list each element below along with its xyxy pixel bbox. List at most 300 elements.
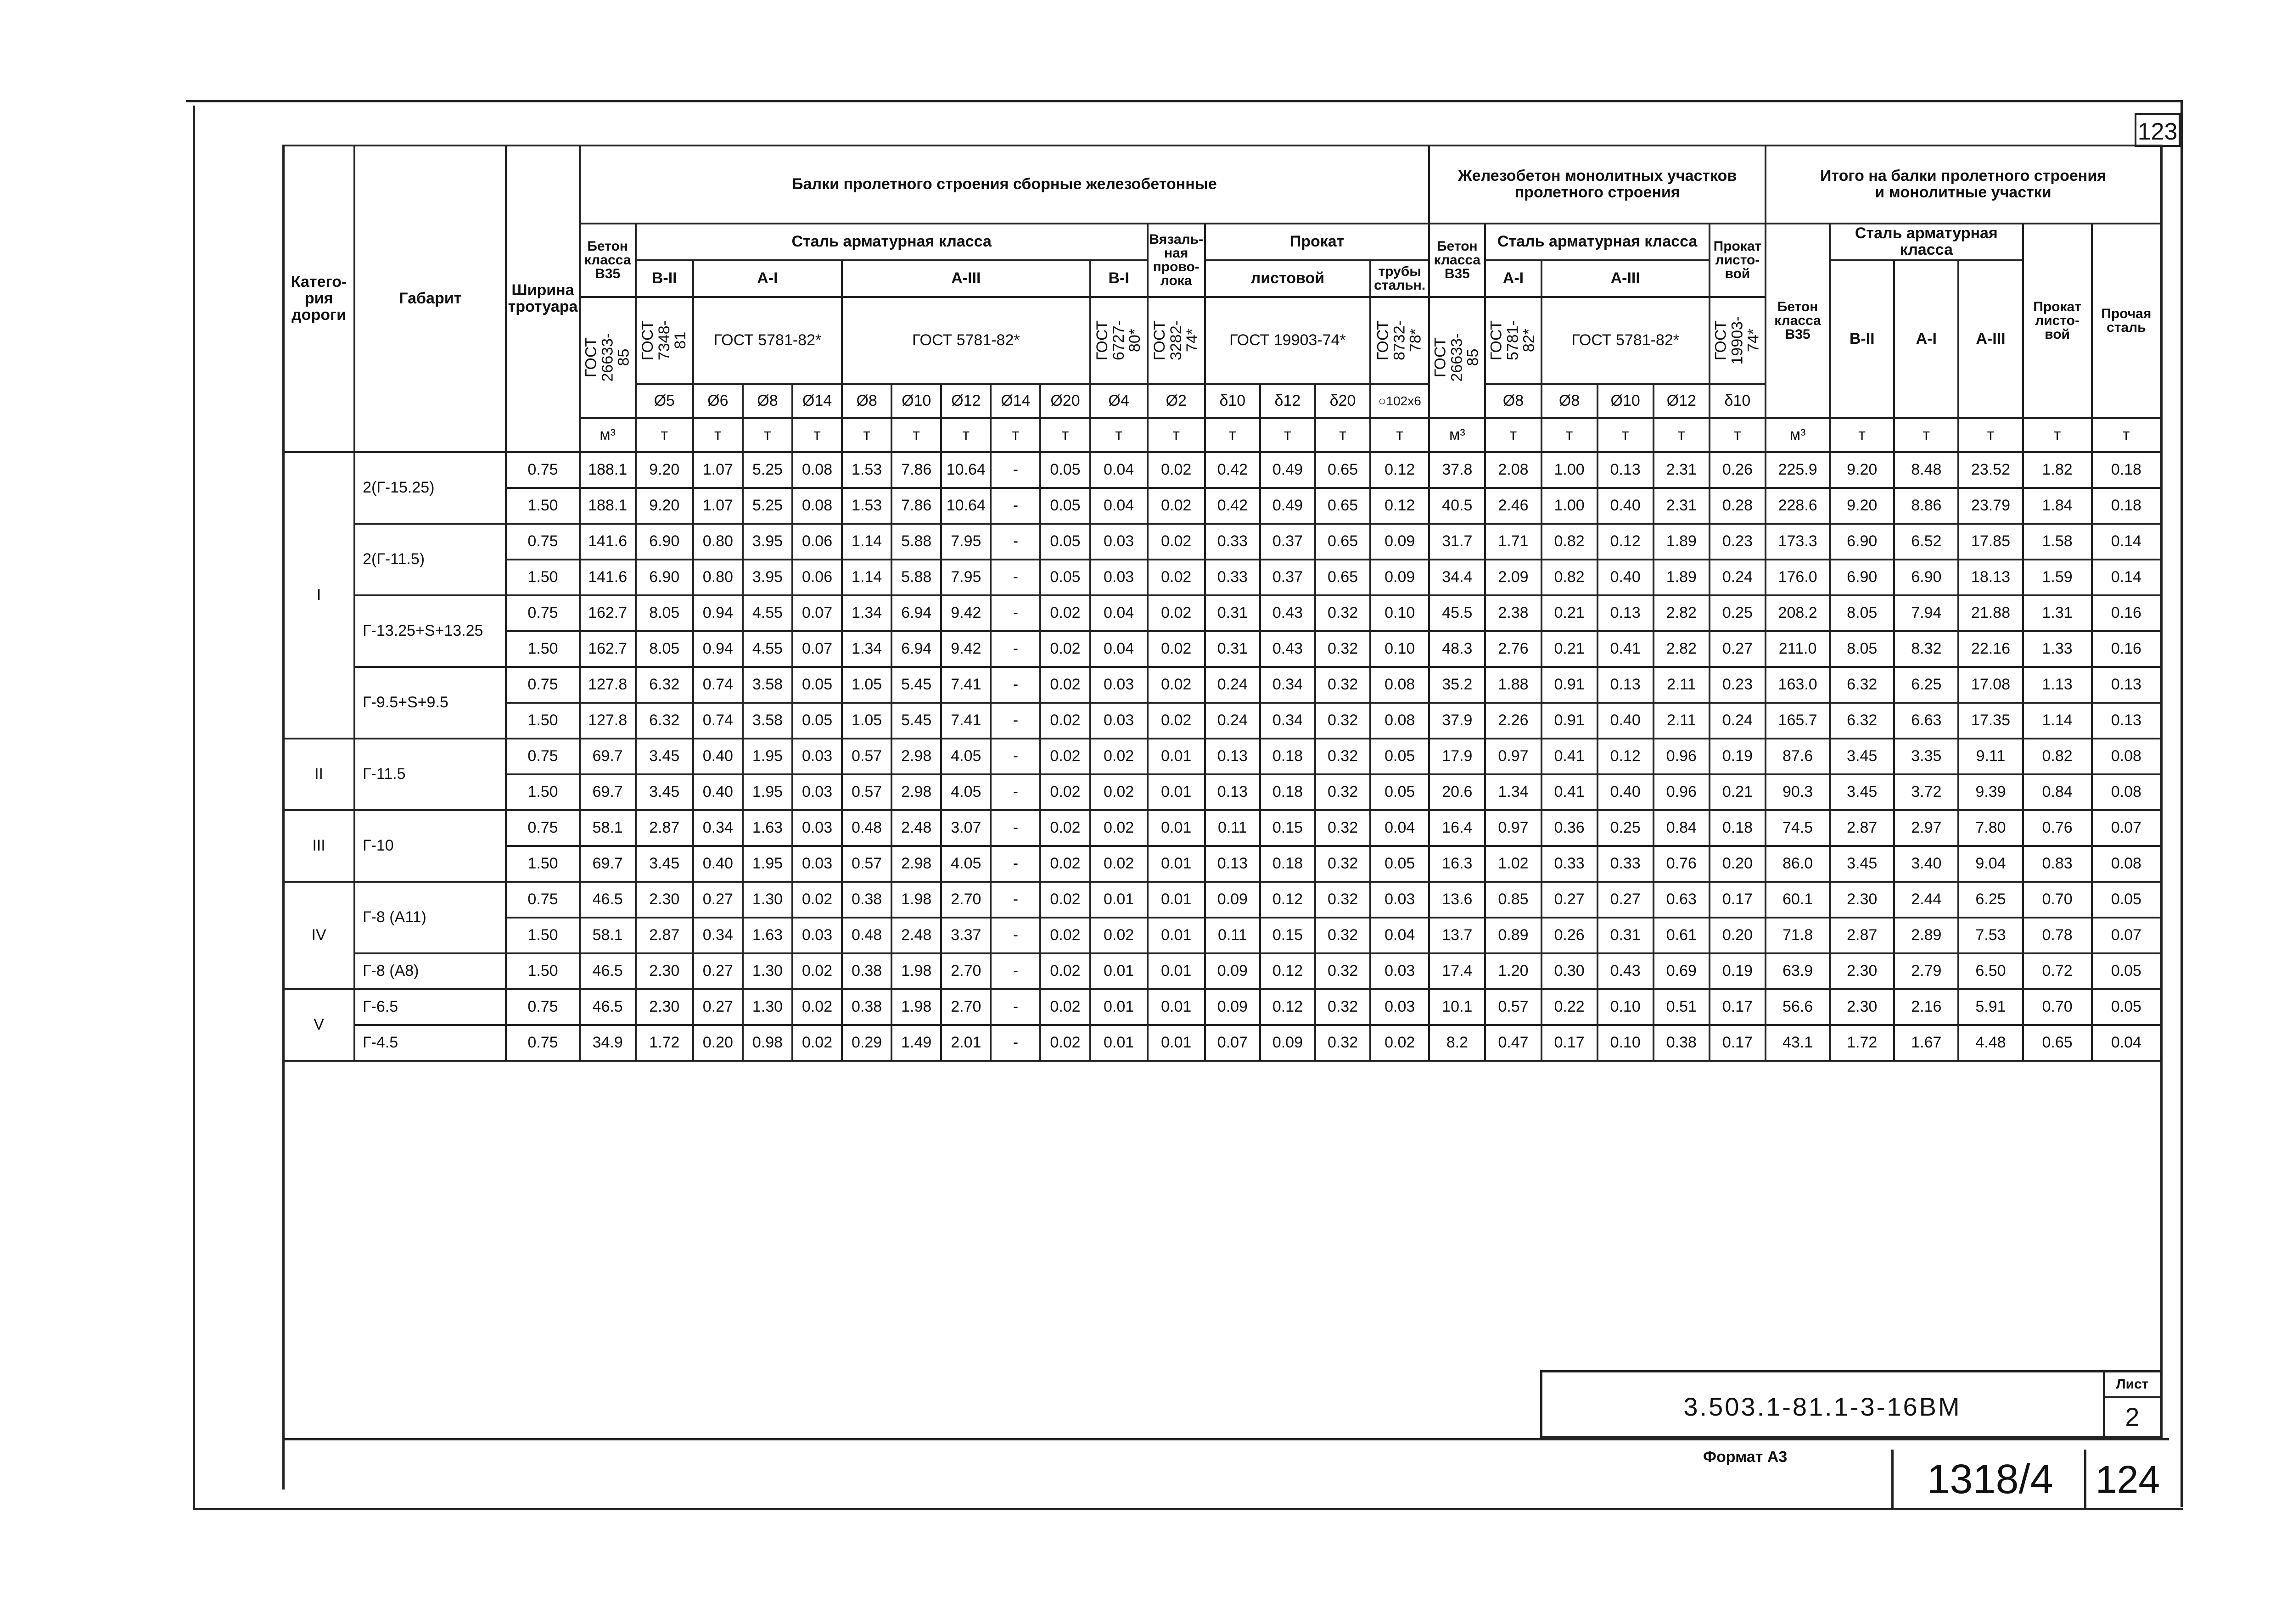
value-cell: 0.03 xyxy=(792,846,842,882)
sidewalk-cell: 1.50 xyxy=(506,953,579,989)
value-cell: 46.5 xyxy=(580,882,636,918)
value-cell: 0.32 xyxy=(1315,918,1370,953)
value-cell: 0.19 xyxy=(1710,953,1766,989)
value-cell: 0.10 xyxy=(1370,631,1429,667)
value-cell: 4.48 xyxy=(1958,1025,2023,1061)
value-cell: 0.37 xyxy=(1260,560,1315,595)
value-cell: 188.1 xyxy=(580,488,636,524)
value-cell: 3.72 xyxy=(1894,774,1958,810)
value-cell: 0.10 xyxy=(1370,595,1429,631)
value-cell: 1.72 xyxy=(636,1025,693,1061)
value-cell: 0.40 xyxy=(693,774,743,810)
table-row xyxy=(283,882,2161,918)
value-cell: - xyxy=(991,560,1040,595)
value-cell: 0.18 xyxy=(1710,810,1766,846)
gabarit-cell: Г-4.5 xyxy=(354,1025,506,1061)
unit-cell: м³ xyxy=(1429,418,1485,452)
unit-cell: т xyxy=(2023,418,2092,452)
value-cell: 1.02 xyxy=(1485,846,1541,882)
value-cell: 0.38 xyxy=(842,953,891,989)
value-cell: 188.1 xyxy=(580,452,636,488)
value-cell: 2.08 xyxy=(1485,452,1541,488)
value-cell: 1.34 xyxy=(1485,774,1541,810)
m-header-gost-5781-b: ГОСТ 5781-82* xyxy=(1541,297,1710,384)
value-cell: 0.01 xyxy=(1090,989,1148,1025)
header-gost-3282: ГОСТ 3282-74* xyxy=(1148,297,1205,384)
value-cell: 1.14 xyxy=(2023,703,2092,739)
gabarit-cell: Г-10 xyxy=(354,810,506,882)
value-cell: 1.05 xyxy=(842,667,891,703)
value-cell: 0.43 xyxy=(1260,595,1315,631)
value-cell: 6.90 xyxy=(636,560,693,595)
value-cell: - xyxy=(991,524,1040,560)
value-cell: 0.40 xyxy=(693,739,743,774)
sidewalk-cell: 1.50 xyxy=(506,918,579,953)
value-cell: 0.33 xyxy=(1205,524,1260,560)
value-cell: 17.4 xyxy=(1429,953,1485,989)
header-class-bi: В-I xyxy=(1090,260,1148,297)
sidewalk-cell: 1.50 xyxy=(506,488,579,524)
value-cell: 0.03 xyxy=(1370,953,1429,989)
value-cell: 0.76 xyxy=(2023,810,2092,846)
value-cell: 0.27 xyxy=(693,953,743,989)
value-cell: 0.01 xyxy=(1148,918,1205,953)
value-cell: 0.02 xyxy=(1040,631,1090,667)
value-cell: 37.9 xyxy=(1429,703,1485,739)
value-cell: 0.05 xyxy=(2092,882,2161,918)
value-cell: 0.02 xyxy=(1090,918,1148,953)
value-cell: 0.03 xyxy=(1090,667,1148,703)
value-cell: 0.13 xyxy=(1205,846,1260,882)
value-cell: 0.32 xyxy=(1315,953,1370,989)
value-cell: 1.49 xyxy=(891,1025,941,1061)
sidewalk-cell: 0.75 xyxy=(506,595,579,631)
value-cell: 0.38 xyxy=(842,882,891,918)
value-cell: 0.23 xyxy=(1710,524,1766,560)
value-cell: 9.20 xyxy=(1830,452,1894,488)
value-cell: 0.12 xyxy=(1260,882,1315,918)
value-cell: 6.32 xyxy=(636,703,693,739)
value-cell: 0.08 xyxy=(1370,703,1429,739)
t-header-class-aiii: А-III xyxy=(1958,260,2023,418)
value-cell: 0.33 xyxy=(1541,846,1598,882)
value-cell: 0.43 xyxy=(1598,953,1654,989)
unit-cell: т xyxy=(693,418,743,452)
value-cell: 58.1 xyxy=(580,918,636,953)
table-row xyxy=(283,739,2161,774)
value-cell: 0.61 xyxy=(1654,918,1710,953)
table-row xyxy=(283,524,2161,560)
value-cell: 0.32 xyxy=(1315,703,1370,739)
value-cell: 5.88 xyxy=(891,560,941,595)
value-cell: 45.5 xyxy=(1429,595,1485,631)
value-cell: 2.70 xyxy=(941,953,991,989)
value-cell: 0.83 xyxy=(2023,846,2092,882)
value-cell: 208.2 xyxy=(1766,595,1830,631)
value-cell: 0.25 xyxy=(1710,595,1766,631)
value-cell: 2.38 xyxy=(1485,595,1541,631)
value-cell: 1.82 xyxy=(2023,452,2092,488)
value-cell: 0.08 xyxy=(1370,667,1429,703)
value-cell: 0.37 xyxy=(1260,524,1315,560)
value-cell: 8.48 xyxy=(1894,452,1958,488)
value-cell: 0.02 xyxy=(1040,918,1090,953)
header-gost-19903: ГОСТ 19903-74* xyxy=(1205,297,1370,384)
sheet-number: 2 xyxy=(2103,1396,2160,1438)
bottom-border-line xyxy=(193,1508,2183,1510)
value-cell: 0.07 xyxy=(2092,810,2161,846)
value-cell: 0.32 xyxy=(1315,595,1370,631)
value-cell: 1.20 xyxy=(1485,953,1541,989)
value-cell: 0.08 xyxy=(792,452,842,488)
specification-table xyxy=(282,145,2162,1062)
value-cell: 1.95 xyxy=(743,774,792,810)
value-cell: 1.72 xyxy=(1830,1025,1894,1061)
m-header-gost-5781-a: ГОСТ 5781-82* xyxy=(1485,297,1541,384)
header-rolled: Прокат xyxy=(1205,224,1429,260)
sidewalk-cell: 1.50 xyxy=(506,631,579,667)
value-cell: 0.96 xyxy=(1654,774,1710,810)
t-header-concrete: Бетон класса В35 xyxy=(1766,224,1830,418)
value-cell: 0.02 xyxy=(1040,703,1090,739)
value-cell: 63.9 xyxy=(1766,953,1830,989)
value-cell: 0.78 xyxy=(2023,918,2092,953)
value-cell: 56.6 xyxy=(1766,989,1830,1025)
value-cell: 8.05 xyxy=(636,631,693,667)
value-cell: 0.38 xyxy=(842,989,891,1025)
diam-cell: ○102х6 xyxy=(1370,384,1429,418)
value-cell: 69.7 xyxy=(580,846,636,882)
value-cell: 225.9 xyxy=(1766,452,1830,488)
value-cell: 0.30 xyxy=(1541,953,1598,989)
value-cell: 7.80 xyxy=(1958,810,2023,846)
value-cell: - xyxy=(991,703,1040,739)
value-cell: 0.02 xyxy=(1148,595,1205,631)
value-cell: 35.2 xyxy=(1429,667,1485,703)
value-cell: 1.95 xyxy=(743,739,792,774)
sidewalk-cell: 0.75 xyxy=(506,524,579,560)
header-monolith-group: Железобетон монолитных участков пролетного строения xyxy=(1429,146,1766,224)
value-cell: 0.13 xyxy=(2092,667,2161,703)
value-cell: 0.03 xyxy=(1370,989,1429,1025)
diam-cell: Ø8 xyxy=(743,384,792,418)
value-cell: 0.26 xyxy=(1541,918,1598,953)
value-cell: 0.02 xyxy=(1090,739,1148,774)
value-cell: 0.01 xyxy=(1148,1025,1205,1061)
value-cell: 3.45 xyxy=(1830,739,1894,774)
value-cell: 0.06 xyxy=(792,524,842,560)
top-border-line xyxy=(186,100,2183,102)
diam-cell: Ø2 xyxy=(1148,384,1205,418)
value-cell: 0.42 xyxy=(1205,488,1260,524)
value-cell: 0.02 xyxy=(1370,1025,1429,1061)
value-cell: 0.80 xyxy=(693,524,743,560)
value-cell: 0.48 xyxy=(842,810,891,846)
value-cell: 0.11 xyxy=(1205,810,1260,846)
value-cell: 1.84 xyxy=(2023,488,2092,524)
value-cell: 0.65 xyxy=(1315,488,1370,524)
inventory-number: 1318/4 xyxy=(1891,1450,2086,1509)
unit-cell: т xyxy=(1260,418,1315,452)
unit-cell: т xyxy=(1370,418,1429,452)
value-cell: 69.7 xyxy=(580,739,636,774)
m-header-steel-group: Сталь арматурная класса xyxy=(1485,224,1709,260)
value-cell: 0.10 xyxy=(1598,989,1654,1025)
unit-cell: т xyxy=(636,418,693,452)
unit-cell: т xyxy=(1315,418,1370,452)
value-cell: 9.11 xyxy=(1958,739,2023,774)
value-cell: 176.0 xyxy=(1766,560,1830,595)
value-cell: 0.97 xyxy=(1485,810,1541,846)
value-cell: 9.20 xyxy=(636,452,693,488)
diam-cell: Ø4 xyxy=(1090,384,1148,418)
value-cell: 5.88 xyxy=(891,524,941,560)
value-cell: 0.02 xyxy=(1040,739,1090,774)
value-cell: 0.47 xyxy=(1485,1025,1541,1061)
gabarit-cell: 2(Г-15.25) xyxy=(354,452,506,524)
diam-cell: δ20 xyxy=(1315,384,1370,418)
value-cell: 2.98 xyxy=(891,846,941,882)
value-cell: 0.05 xyxy=(1040,452,1090,488)
diam-cell: Ø6 xyxy=(693,384,743,418)
value-cell: 9.20 xyxy=(1830,488,1894,524)
value-cell: 6.32 xyxy=(1830,667,1894,703)
value-cell: 0.05 xyxy=(1040,488,1090,524)
value-cell: 0.02 xyxy=(1040,774,1090,810)
value-cell: 17.08 xyxy=(1958,667,2023,703)
m-header-gost-19903: ГОСТ 19903-74* xyxy=(1710,297,1766,384)
header-sheet: листовой xyxy=(1205,260,1370,297)
value-cell: 0.38 xyxy=(1654,1025,1710,1061)
value-cell: - xyxy=(991,631,1040,667)
m-diam-cell: Ø12 xyxy=(1654,384,1710,418)
value-cell: 0.76 xyxy=(1654,846,1710,882)
value-cell: 2.98 xyxy=(891,739,941,774)
m-header-class-aiii: А-III xyxy=(1541,260,1710,297)
value-cell: 0.31 xyxy=(1598,918,1654,953)
value-cell: 0.15 xyxy=(1260,918,1315,953)
value-cell: 0.19 xyxy=(1710,739,1766,774)
value-cell: 46.5 xyxy=(580,989,636,1025)
value-cell: 0.72 xyxy=(2023,953,2092,989)
value-cell: - xyxy=(991,810,1040,846)
value-cell: 40.5 xyxy=(1429,488,1485,524)
gabarit-cell: 2(Г-11.5) xyxy=(354,524,506,595)
value-cell: 173.3 xyxy=(1766,524,1830,560)
unit-cell: м³ xyxy=(580,418,636,452)
value-cell: 2.87 xyxy=(636,918,693,953)
value-cell: 0.04 xyxy=(1090,488,1148,524)
value-cell: 1.30 xyxy=(743,882,792,918)
value-cell: 6.25 xyxy=(1894,667,1958,703)
sidewalk-cell: 0.75 xyxy=(506,739,579,774)
value-cell: 48.3 xyxy=(1429,631,1485,667)
value-cell: 0.05 xyxy=(2092,953,2161,989)
value-cell: 1.67 xyxy=(1894,1025,1958,1061)
table-row xyxy=(283,560,2161,595)
value-cell: 18.13 xyxy=(1958,560,2023,595)
value-cell: 2.30 xyxy=(1830,989,1894,1025)
value-cell: 0.03 xyxy=(1090,560,1148,595)
value-cell: 0.29 xyxy=(842,1025,891,1061)
value-cell: 2.01 xyxy=(941,1025,991,1061)
value-cell: 0.02 xyxy=(792,1025,842,1061)
value-cell: 0.17 xyxy=(1710,989,1766,1025)
value-cell: 0.04 xyxy=(1090,452,1148,488)
sidewalk-cell: 1.50 xyxy=(506,774,579,810)
value-cell: - xyxy=(991,739,1040,774)
value-cell: 0.21 xyxy=(1710,774,1766,810)
value-cell: 1.14 xyxy=(842,560,891,595)
value-cell: 0.01 xyxy=(1090,1025,1148,1061)
value-cell: 8.05 xyxy=(1830,631,1894,667)
value-cell: 1.63 xyxy=(743,918,792,953)
unit-cell: т xyxy=(1541,418,1598,452)
value-cell: 43.1 xyxy=(1766,1025,1830,1061)
value-cell: 0.82 xyxy=(1541,560,1598,595)
value-cell: 2.48 xyxy=(891,918,941,953)
sidewalk-cell: 1.50 xyxy=(506,703,579,739)
value-cell: 0.02 xyxy=(1090,810,1148,846)
value-cell: 9.42 xyxy=(941,595,991,631)
value-cell: 0.12 xyxy=(1598,739,1654,774)
value-cell: 6.94 xyxy=(891,631,941,667)
t-header-class-ai: А-I xyxy=(1894,260,1958,418)
value-cell: 6.25 xyxy=(1958,882,2023,918)
value-cell: 0.16 xyxy=(2092,595,2161,631)
unit-cell: т xyxy=(2092,418,2161,452)
value-cell: 0.40 xyxy=(1598,560,1654,595)
value-cell: - xyxy=(991,846,1040,882)
diam-cell: Ø10 xyxy=(891,384,941,418)
value-cell: 0.32 xyxy=(1315,989,1370,1025)
value-cell: 0.03 xyxy=(792,739,842,774)
value-cell: 0.12 xyxy=(1598,524,1654,560)
diam-cell: Ø20 xyxy=(1040,384,1090,418)
value-cell: - xyxy=(991,488,1040,524)
value-cell: 1.30 xyxy=(743,953,792,989)
value-cell: 16.3 xyxy=(1429,846,1485,882)
title-block xyxy=(1540,1370,2162,1438)
unit-cell: т xyxy=(1830,418,1894,452)
value-cell: 0.98 xyxy=(743,1025,792,1061)
value-cell: 2.98 xyxy=(891,774,941,810)
value-cell: 0.41 xyxy=(1541,774,1598,810)
value-cell: 0.96 xyxy=(1654,739,1710,774)
value-cell: 20.6 xyxy=(1429,774,1485,810)
m-header-rolled-sheet: Прокат листо- вой xyxy=(1710,224,1766,297)
value-cell: 0.43 xyxy=(1260,631,1315,667)
value-cell: 1.71 xyxy=(1485,524,1541,560)
table-row xyxy=(283,918,2161,953)
value-cell: 0.20 xyxy=(1710,918,1766,953)
value-cell: 0.33 xyxy=(1598,846,1654,882)
value-cell: 4.55 xyxy=(743,595,792,631)
value-cell: 7.86 xyxy=(891,452,941,488)
value-cell: 0.27 xyxy=(1598,882,1654,918)
value-cell: 0.13 xyxy=(1205,739,1260,774)
value-cell: 0.05 xyxy=(2092,989,2161,1025)
value-cell: 0.12 xyxy=(1260,953,1315,989)
value-cell: 0.70 xyxy=(2023,989,2092,1025)
value-cell: 3.58 xyxy=(743,667,792,703)
value-cell: 0.13 xyxy=(1598,667,1654,703)
value-cell: 0.02 xyxy=(1148,703,1205,739)
value-cell: 0.13 xyxy=(1205,774,1260,810)
value-cell: 1.14 xyxy=(842,524,891,560)
value-cell: 0.14 xyxy=(2092,560,2161,595)
value-cell: 0.85 xyxy=(1485,882,1541,918)
value-cell: 0.02 xyxy=(792,953,842,989)
value-cell: 69.7 xyxy=(580,774,636,810)
m-diam-cell: Ø10 xyxy=(1598,384,1654,418)
value-cell: 0.02 xyxy=(1040,882,1090,918)
value-cell: 0.05 xyxy=(1370,846,1429,882)
value-cell: 1.30 xyxy=(743,989,792,1025)
diam-cell: Ø14 xyxy=(792,384,842,418)
value-cell: 0.10 xyxy=(1598,1025,1654,1061)
value-cell: 0.40 xyxy=(693,846,743,882)
m-diam-cell: δ10 xyxy=(1710,384,1766,418)
value-cell: 211.0 xyxy=(1766,631,1830,667)
unit-cell: т xyxy=(891,418,941,452)
value-cell: 1.31 xyxy=(2023,595,2092,631)
value-cell: 2.11 xyxy=(1654,667,1710,703)
value-cell: 162.7 xyxy=(580,595,636,631)
value-cell: 7.41 xyxy=(941,703,991,739)
value-cell: 2.82 xyxy=(1654,595,1710,631)
value-cell: 7.86 xyxy=(891,488,941,524)
value-cell: 0.27 xyxy=(1710,631,1766,667)
value-cell: 0.12 xyxy=(1370,452,1429,488)
value-cell: 0.36 xyxy=(1541,810,1598,846)
value-cell: 0.02 xyxy=(792,989,842,1025)
sheet-label: Лист xyxy=(2103,1372,2160,1398)
header-gost-5781-b: ГОСТ 5781-82* xyxy=(842,297,1090,384)
value-cell: 0.40 xyxy=(1598,774,1654,810)
value-cell: 0.02 xyxy=(1040,846,1090,882)
value-cell: 7.53 xyxy=(1958,918,2023,953)
value-cell: 0.91 xyxy=(1541,667,1598,703)
value-cell: 4.05 xyxy=(941,846,991,882)
value-cell: 8.86 xyxy=(1894,488,1958,524)
value-cell: 0.18 xyxy=(1260,774,1315,810)
value-cell: 0.08 xyxy=(792,488,842,524)
value-cell: 0.70 xyxy=(2023,882,2092,918)
value-cell: 10.64 xyxy=(941,488,991,524)
value-cell: 1.53 xyxy=(842,452,891,488)
value-cell: - xyxy=(991,595,1040,631)
value-cell: 31.7 xyxy=(1429,524,1485,560)
header-class-bii: В-II xyxy=(636,260,693,297)
header-gost-26633: ГОСТ 26633-85 xyxy=(580,297,636,418)
value-cell: 2.87 xyxy=(1830,810,1894,846)
value-cell: 0.12 xyxy=(1370,488,1429,524)
value-cell: 0.02 xyxy=(1040,810,1090,846)
header-steel-group: Сталь арматурная класса xyxy=(636,224,1148,260)
value-cell: 1.07 xyxy=(693,488,743,524)
value-cell: 0.06 xyxy=(792,560,842,595)
value-cell: 3.58 xyxy=(743,703,792,739)
value-cell: 0.03 xyxy=(792,918,842,953)
value-cell: 0.18 xyxy=(1260,846,1315,882)
value-cell: 87.6 xyxy=(1766,739,1830,774)
value-cell: 0.65 xyxy=(1315,452,1370,488)
value-cell: 0.42 xyxy=(1205,452,1260,488)
value-cell: 2.87 xyxy=(1830,918,1894,953)
value-cell: 5.25 xyxy=(743,452,792,488)
table-row xyxy=(283,846,2161,882)
